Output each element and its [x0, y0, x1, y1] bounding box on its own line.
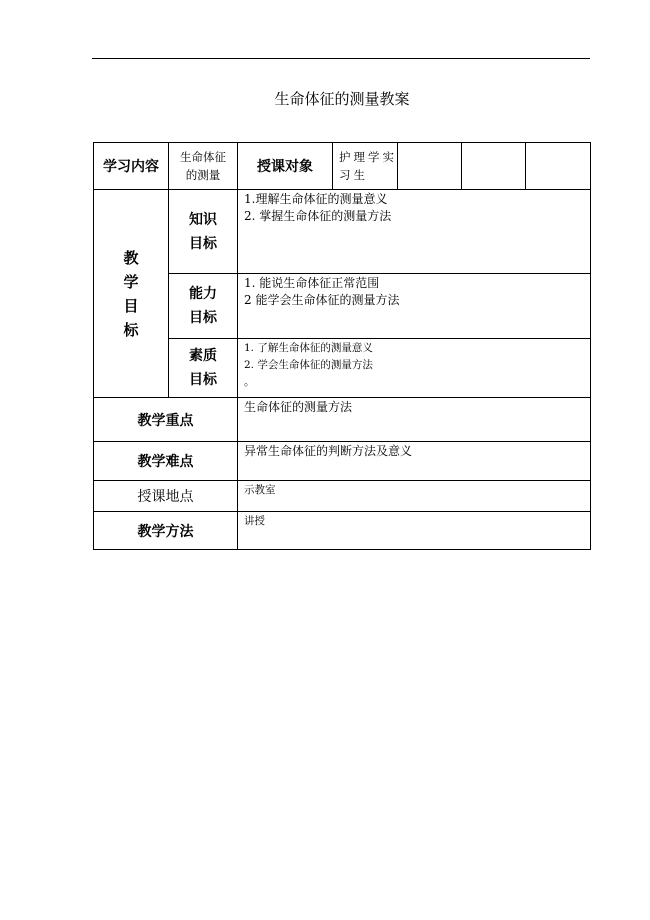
label-study-content: 学习内容 [94, 143, 169, 190]
lesson-plan-table [93, 142, 591, 550]
table-row-method [94, 512, 591, 550]
ability-goal-content [238, 274, 591, 339]
quality-label-line-1: 素质 [189, 348, 217, 364]
teaching-goals-label [94, 190, 169, 398]
goal-char-1: 教 [123, 248, 139, 267]
empty-cell-3 [526, 143, 591, 190]
knowledge-label-line-1: 知识 [189, 211, 217, 228]
table-row-header [94, 143, 591, 190]
quality-item-1: 1. 了解生命体征的测量意义 [244, 342, 373, 354]
knowledge-item-2: 2. 掌握生命体征的测量方法 [244, 209, 392, 223]
knowledge-label-line-2: 目标 [189, 235, 217, 252]
table-row-difficulties [94, 442, 591, 481]
quality-goal-content [238, 339, 591, 398]
study-content-line-1: 生命体征 [180, 150, 226, 164]
empty-cell-1 [398, 143, 462, 190]
target-audience-value [333, 143, 398, 190]
location-value: 示教室 [238, 481, 591, 512]
goal-char-4: 标 [123, 320, 139, 339]
difficulties-value: 异常生命体征的判断方法及意义 [238, 442, 591, 481]
knowledge-goal-content [238, 190, 591, 274]
ability-item-1: 1. 能说生命体征正常范围 [244, 276, 380, 290]
study-content-value [169, 143, 238, 190]
quality-item-2: 2. 学会生命体征的测量方法 [244, 359, 373, 371]
target-audience-line-1: 护理学实 [339, 150, 397, 164]
goal-char-2: 学 [123, 272, 139, 291]
ability-item-2: 2 能学会生命体征的测量方法 [244, 293, 400, 307]
ability-goal-label [169, 274, 238, 339]
method-value: 讲授 [238, 512, 591, 550]
quality-label-line-2: 目标 [189, 372, 217, 388]
table-row-quality [94, 339, 591, 398]
key-points-value: 生命体征的测量方法 [238, 398, 591, 442]
label-target-audience: 授课对象 [238, 143, 333, 190]
quality-item-3: 。 [244, 376, 255, 388]
knowledge-goal-label [169, 190, 238, 274]
table-row-key-points [94, 398, 591, 442]
target-audience-line-2: 习生 [339, 168, 368, 182]
table-row-ability [94, 274, 591, 339]
study-content-line-2: 的测量 [185, 168, 221, 182]
location-label: 授课地点 [94, 481, 238, 512]
difficulties-label: 教学难点 [94, 442, 238, 481]
method-label: 教学方法 [94, 512, 238, 550]
goal-char-3: 目 [123, 296, 139, 315]
empty-cell-2 [462, 143, 526, 190]
document-title: 生命体征的测量教案 [274, 90, 410, 108]
table-row-location [94, 481, 591, 512]
quality-goal-label [169, 339, 238, 398]
key-points-label: 教学重点 [94, 398, 238, 442]
ability-label-line-2: 目标 [189, 310, 217, 326]
ability-label-line-1: 能力 [189, 286, 217, 302]
table-row-knowledge [94, 190, 591, 274]
knowledge-item-1: 1.理解生命体征的测量意义 [244, 192, 388, 206]
header-rule [92, 58, 590, 59]
